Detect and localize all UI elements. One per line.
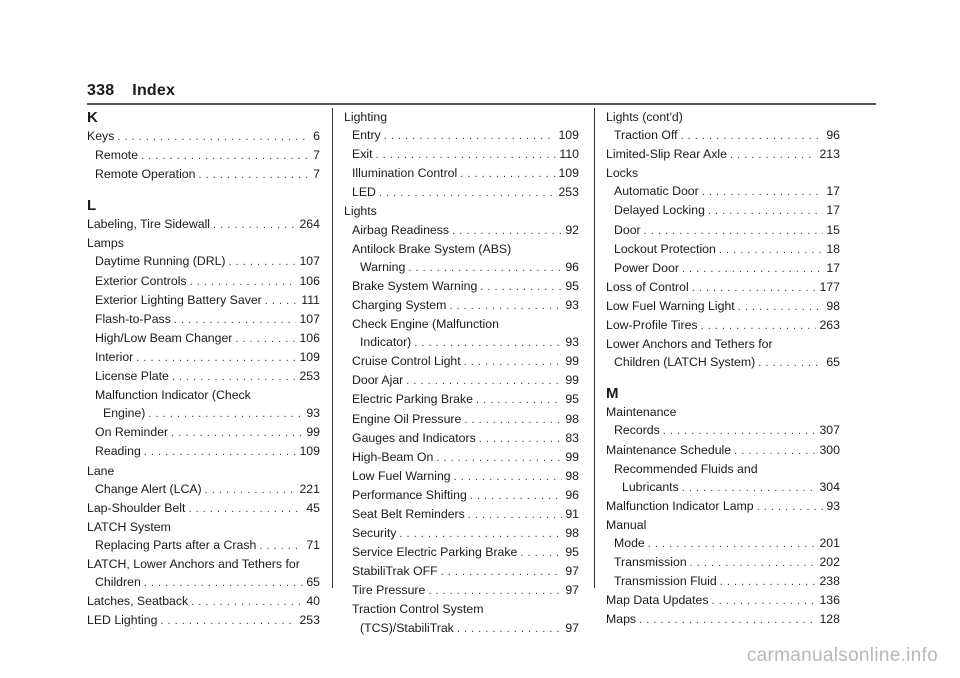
entry-text: Map Data Updates <box>606 593 709 608</box>
entry-page-number: 93 <box>306 406 320 421</box>
index-entry <box>606 278 840 297</box>
entry-page-number: 238 <box>819 574 840 589</box>
index-entry <box>606 353 840 372</box>
entry-text: Indicator) <box>360 335 412 350</box>
dot-leader <box>702 183 824 201</box>
index-entry <box>87 367 320 386</box>
entry-text: Loss of Control <box>606 279 689 294</box>
dot-leader <box>160 612 296 630</box>
index-column-3 <box>606 108 840 629</box>
index-entry <box>606 516 840 534</box>
dot-leader <box>480 278 562 296</box>
entry-text: Lamps <box>87 236 124 251</box>
entry-page-number: 7 <box>313 167 320 182</box>
entry-page-number: 106 <box>299 330 320 345</box>
entry-page-number: 264 <box>299 217 320 232</box>
entry-text: Exterior Controls <box>95 273 187 288</box>
dot-leader <box>730 146 816 164</box>
index-entry <box>606 441 840 460</box>
index-entry <box>344 524 579 543</box>
entry-text: Electric Parking Brake <box>352 392 473 407</box>
dot-leader <box>171 424 303 442</box>
entry-text: StabiliTrak OFF <box>352 564 438 579</box>
entry-text: Lighting <box>344 110 388 124</box>
entry-page-number: 99 <box>565 354 579 369</box>
entry-page-number: 93 <box>565 335 579 350</box>
entry-text: Lubricants <box>622 479 679 494</box>
entry-page-number: 98 <box>565 468 579 483</box>
entry-page-number: 109 <box>299 349 320 364</box>
index-entry <box>344 371 579 390</box>
index-entry <box>87 592 320 611</box>
index-entry <box>606 497 840 516</box>
entry-text: Records <box>614 423 660 438</box>
entry-page-number: 96 <box>826 128 840 143</box>
entry-text: Remote Operation <box>95 167 196 182</box>
entry-page-number: 99 <box>306 425 320 440</box>
entry-text: LED Lighting <box>87 613 158 628</box>
entry-page-number: 107 <box>299 254 320 269</box>
dot-leader <box>719 241 823 259</box>
index-entry <box>87 291 320 310</box>
dot-leader <box>757 498 824 516</box>
entry-text: Door <box>614 222 641 237</box>
dot-leader <box>148 405 303 423</box>
dot-leader <box>213 216 296 234</box>
dot-leader <box>144 574 304 592</box>
entry-page-number: 40 <box>306 594 320 609</box>
index-entry <box>344 164 579 183</box>
entry-page-number: 6 <box>313 129 320 143</box>
entry-text: Locks <box>606 166 639 181</box>
dot-leader <box>682 260 823 278</box>
entry-text: LED <box>352 185 376 200</box>
entry-text: Check Engine (Malfunction <box>352 317 499 332</box>
entry-text: Engine Oil Pressure <box>352 411 462 426</box>
entry-text: Lights <box>344 204 377 219</box>
entry-page-number: 304 <box>819 479 840 494</box>
entry-page-number: 213 <box>819 147 840 162</box>
index-entry <box>606 335 840 353</box>
dot-leader <box>663 422 817 440</box>
dot-leader <box>265 292 299 310</box>
entry-page-number: 71 <box>306 537 320 552</box>
index-entry <box>606 572 840 591</box>
entry-text: Malfunction Indicator (Check <box>95 388 251 403</box>
entry-text: Reading <box>95 444 141 459</box>
index-entry <box>606 259 840 278</box>
dot-leader <box>191 593 303 611</box>
section-letter: L <box>87 197 97 215</box>
entry-page-number: 136 <box>819 593 840 608</box>
entry-text: Illumination Control <box>352 166 458 181</box>
index-entry <box>606 297 840 316</box>
dot-leader <box>408 259 562 277</box>
watermark: carmanualsonline.info <box>746 645 938 666</box>
entry-text: Limited-Slip Rear Axle <box>606 147 727 162</box>
index-entry <box>344 505 579 524</box>
entry-page-number: 177 <box>819 279 840 294</box>
entry-text: Remote <box>95 148 139 163</box>
entry-text: Antilock Brake System (ABS) <box>352 241 512 256</box>
index-entry <box>344 467 579 486</box>
entry-page-number: 253 <box>558 185 579 200</box>
entry-page-number: 109 <box>558 166 579 181</box>
dot-leader <box>190 273 297 291</box>
dot-leader <box>708 202 823 220</box>
dot-leader <box>144 443 297 461</box>
entry-text: Lockout Protection <box>614 241 716 256</box>
entry-page-number: 98 <box>565 411 579 426</box>
entry-page-number: 99 <box>565 373 579 388</box>
dot-leader <box>141 147 310 165</box>
dot-leader <box>399 525 562 543</box>
entry-page-number: 17 <box>826 184 840 199</box>
index-entry <box>87 480 320 499</box>
index-entry <box>87 518 320 536</box>
entry-text: Brake System Warning <box>352 278 478 293</box>
index-entry <box>606 460 840 478</box>
entry-page-number: 221 <box>299 481 320 496</box>
entry-text: Charging System <box>352 297 447 312</box>
entry-text: Power Door <box>614 260 679 275</box>
entry-text: Traction Control System <box>352 602 484 617</box>
entry-page-number: 98 <box>826 298 840 313</box>
entry-text: Malfunction Indicator Lamp <box>606 498 754 513</box>
entry-page-number: 253 <box>299 369 320 384</box>
dot-leader <box>379 184 556 202</box>
entry-text: Latches, Seatback <box>87 594 189 609</box>
dot-leader <box>172 368 297 386</box>
dot-leader <box>457 620 562 638</box>
entry-page-number: 111 <box>301 292 320 307</box>
column-divider <box>594 108 595 588</box>
entry-page-number: 253 <box>299 613 320 628</box>
entry-page-number: 92 <box>565 222 579 237</box>
dot-leader <box>690 554 817 572</box>
index-entry <box>606 421 840 440</box>
entry-page-number: 110 <box>559 147 579 162</box>
dot-leader <box>720 573 817 591</box>
index-entry <box>344 221 579 240</box>
index-entry <box>606 610 840 629</box>
entry-text: On Reminder <box>95 425 169 440</box>
entry-text: Exterior Lighting Battery Saver <box>95 292 262 307</box>
index-entry <box>87 272 320 291</box>
entry-page-number: 97 <box>565 620 579 635</box>
entry-text: Traction Off <box>614 128 678 143</box>
entry-page-number: 18 <box>826 241 840 256</box>
index-entry <box>87 386 320 404</box>
dot-leader <box>229 253 297 271</box>
entry-page-number: 300 <box>819 442 840 457</box>
entry-text: LATCH System <box>87 519 171 534</box>
entry-text: Flash-to-Pass <box>95 311 171 326</box>
index-entry <box>606 478 840 497</box>
entry-page-number: 96 <box>565 487 579 502</box>
entry-text: Airbag Readiness <box>352 222 450 237</box>
entry-page-number: 98 <box>565 526 579 541</box>
index-entry <box>344 183 579 202</box>
dot-leader <box>436 449 562 467</box>
index-entry <box>344 202 579 220</box>
entry-page-number: 15 <box>826 222 840 237</box>
dot-leader <box>701 317 817 335</box>
entry-page-number: 307 <box>819 423 840 438</box>
entry-page-number: 107 <box>299 311 320 326</box>
index-entry <box>87 462 320 480</box>
entry-page-number: 45 <box>306 500 320 515</box>
dot-leader <box>681 127 824 145</box>
index-entry <box>606 240 840 259</box>
index-entry <box>87 329 320 348</box>
entry-page-number: 96 <box>565 259 579 274</box>
index-entry <box>606 126 840 145</box>
entry-text: Performance Shifting <box>352 487 467 502</box>
dot-leader <box>198 166 310 184</box>
entry-page-number: 95 <box>565 392 579 407</box>
entry-text: Low-Profile Tires <box>606 318 698 333</box>
page-title: Index <box>132 82 176 99</box>
index-entry <box>87 252 320 271</box>
entry-text: Seat Belt Reminders <box>352 506 465 521</box>
entry-text: Maps <box>606 612 637 627</box>
entry-text: Engine) <box>103 406 146 421</box>
dot-leader <box>136 349 296 367</box>
index-entry <box>606 221 840 240</box>
entry-page-number: 95 <box>565 545 579 560</box>
page-number: 338 <box>87 82 115 99</box>
entry-text: Gauges and Indicators <box>352 430 476 445</box>
dot-leader <box>464 411 562 429</box>
dot-leader <box>205 481 297 499</box>
index-entry <box>344 108 579 126</box>
entry-page-number: 106 <box>299 273 320 288</box>
entry-page-number: 97 <box>565 583 579 598</box>
index-entry <box>87 127 320 146</box>
dot-leader <box>712 592 817 610</box>
index-entry <box>606 403 840 421</box>
index-entry <box>87 215 320 234</box>
entry-text: Children <box>95 575 141 590</box>
index-entry <box>344 562 579 581</box>
entry-text: Tire Pressure <box>352 583 426 598</box>
index-entry <box>87 234 320 252</box>
entry-page-number: 201 <box>819 535 840 550</box>
entry-text: Recommended Fluids and <box>614 461 758 476</box>
dot-leader <box>682 479 817 497</box>
entry-text: (TCS)/StabiliTrak <box>360 620 454 635</box>
index-entry <box>87 611 320 630</box>
entry-text: Labeling, Tire Sidewall <box>87 217 211 232</box>
entry-text: Delayed Locking <box>614 203 705 218</box>
index-entry <box>87 536 320 555</box>
entry-text: Exit <box>352 147 373 162</box>
dot-leader <box>470 487 562 505</box>
dot-leader <box>734 442 816 460</box>
dot-leader <box>476 391 562 409</box>
index-entry <box>344 258 579 277</box>
entry-page-number: 202 <box>819 555 840 570</box>
dot-leader <box>644 222 824 240</box>
dot-leader <box>468 506 563 524</box>
index-entry <box>87 423 320 442</box>
entry-text: Lower Anchors and Tethers for <box>606 337 773 352</box>
dot-leader <box>464 353 563 371</box>
dot-leader <box>441 563 563 581</box>
index-entry <box>344 333 579 352</box>
entry-text: Interior <box>95 349 134 364</box>
index-entry <box>87 348 320 367</box>
entry-page-number: 65 <box>306 575 320 590</box>
entry-text: Service Electric Parking Brake <box>352 545 518 560</box>
index-entry <box>87 146 320 165</box>
entry-page-number: 99 <box>565 449 579 464</box>
entry-page-number: 93 <box>565 297 579 312</box>
entry-text: High/Low Beam Changer <box>95 330 233 345</box>
entry-text: License Plate <box>95 369 169 384</box>
dot-leader <box>648 535 817 553</box>
entry-text: Maintenance <box>606 405 677 420</box>
entry-text: Manual <box>606 517 647 532</box>
index-entry <box>344 240 579 258</box>
entry-page-number: 97 <box>565 564 579 579</box>
dot-leader <box>479 430 563 448</box>
index-entry <box>344 600 579 618</box>
entry-text: Transmission <box>614 555 687 570</box>
index-entry <box>606 553 840 572</box>
entry-page-number: 91 <box>565 506 579 521</box>
index-entry <box>344 352 579 371</box>
entry-page-number: 7 <box>313 148 320 163</box>
index-entry <box>344 448 579 467</box>
index-entry <box>344 145 579 164</box>
dot-leader <box>235 330 296 348</box>
index-entry <box>87 165 320 184</box>
dot-leader <box>738 298 824 316</box>
entry-text: Mode <box>614 535 645 550</box>
index-entry <box>87 442 320 461</box>
index-column-2 <box>344 108 579 638</box>
entry-text: Cruise Control Light <box>352 354 461 369</box>
entry-text: Lane <box>87 463 115 478</box>
column-divider <box>332 108 333 588</box>
index-entry <box>87 555 320 573</box>
index-entry <box>87 310 320 329</box>
dot-leader <box>428 582 562 600</box>
entry-page-number: 109 <box>558 128 579 143</box>
entry-text: Transmission Fluid <box>614 574 717 589</box>
dot-leader <box>384 127 556 145</box>
dot-leader <box>188 500 303 518</box>
index-column-1 <box>87 108 320 630</box>
index-entry <box>344 581 579 600</box>
entry-text: Maintenance Schedule <box>606 442 732 457</box>
entry-text: Keys <box>87 129 115 143</box>
dot-leader <box>174 311 297 329</box>
entry-text: Daytime Running (DRL) <box>95 254 226 269</box>
index-entry <box>606 164 840 182</box>
entry-page-number: 17 <box>826 203 840 218</box>
index-entry <box>344 410 579 429</box>
index-entry <box>344 296 579 315</box>
entry-text: Entry <box>352 128 381 143</box>
entry-page-number: 83 <box>565 430 579 445</box>
entry-text: Children (LATCH System) <box>614 355 756 370</box>
header-rule <box>87 103 876 105</box>
dot-leader <box>414 334 562 352</box>
dot-leader <box>520 544 562 562</box>
index-entry <box>87 573 320 592</box>
entry-page-number: 128 <box>819 612 840 627</box>
page-header <box>87 82 175 100</box>
dot-leader <box>376 146 557 164</box>
entry-text: Replacing Parts after a Crash <box>95 537 257 552</box>
entry-text: Low Fuel Warning <box>352 468 451 483</box>
entry-text: Change Alert (LCA) <box>95 481 202 496</box>
section-letter: K <box>87 109 98 126</box>
entry-page-number: 95 <box>565 278 579 293</box>
entry-text: Lap-Shoulder Belt <box>87 500 186 515</box>
index-entry <box>344 315 579 333</box>
dot-leader <box>639 611 816 629</box>
entry-text: Low Fuel Warning Light <box>606 298 735 313</box>
index-entry <box>344 619 579 638</box>
index-entry <box>606 108 840 126</box>
entry-page-number: 65 <box>826 355 840 370</box>
entry-text: High-Beam On <box>352 449 434 464</box>
index-entry <box>606 145 840 164</box>
dot-leader <box>117 128 310 146</box>
entry-text: Door Ajar <box>352 373 404 388</box>
dot-leader <box>449 297 562 315</box>
section-letter: M <box>606 385 619 403</box>
dot-leader <box>259 537 303 555</box>
entry-text: LATCH, Lower Anchors and Tethers for <box>87 556 300 571</box>
index-entry <box>87 499 320 518</box>
index-entry <box>87 404 320 423</box>
index-entry <box>606 201 840 220</box>
index-entry <box>344 277 579 296</box>
entry-page-number: 109 <box>299 444 320 459</box>
dot-leader <box>454 468 563 486</box>
entry-text: Security <box>352 526 397 541</box>
dot-leader <box>692 279 817 297</box>
entry-page-number: 17 <box>826 260 840 275</box>
index-entry <box>344 390 579 409</box>
dot-leader <box>460 165 555 183</box>
entry-text: Automatic Door <box>614 184 699 199</box>
index-entry <box>344 486 579 505</box>
dot-leader <box>758 354 823 372</box>
index-entry <box>606 182 840 201</box>
index-entry <box>606 591 840 610</box>
entry-page-number: 263 <box>819 318 840 333</box>
index-entry <box>606 534 840 553</box>
dot-leader <box>452 222 562 240</box>
index-entry <box>344 429 579 448</box>
index-entry <box>344 126 579 145</box>
index-entry <box>344 543 579 562</box>
entry-text: Warning <box>360 259 406 274</box>
entry-text: Lights (cont'd) <box>606 110 683 124</box>
dot-leader <box>406 372 562 390</box>
entry-page-number: 93 <box>826 498 840 513</box>
index-entry <box>606 316 840 335</box>
